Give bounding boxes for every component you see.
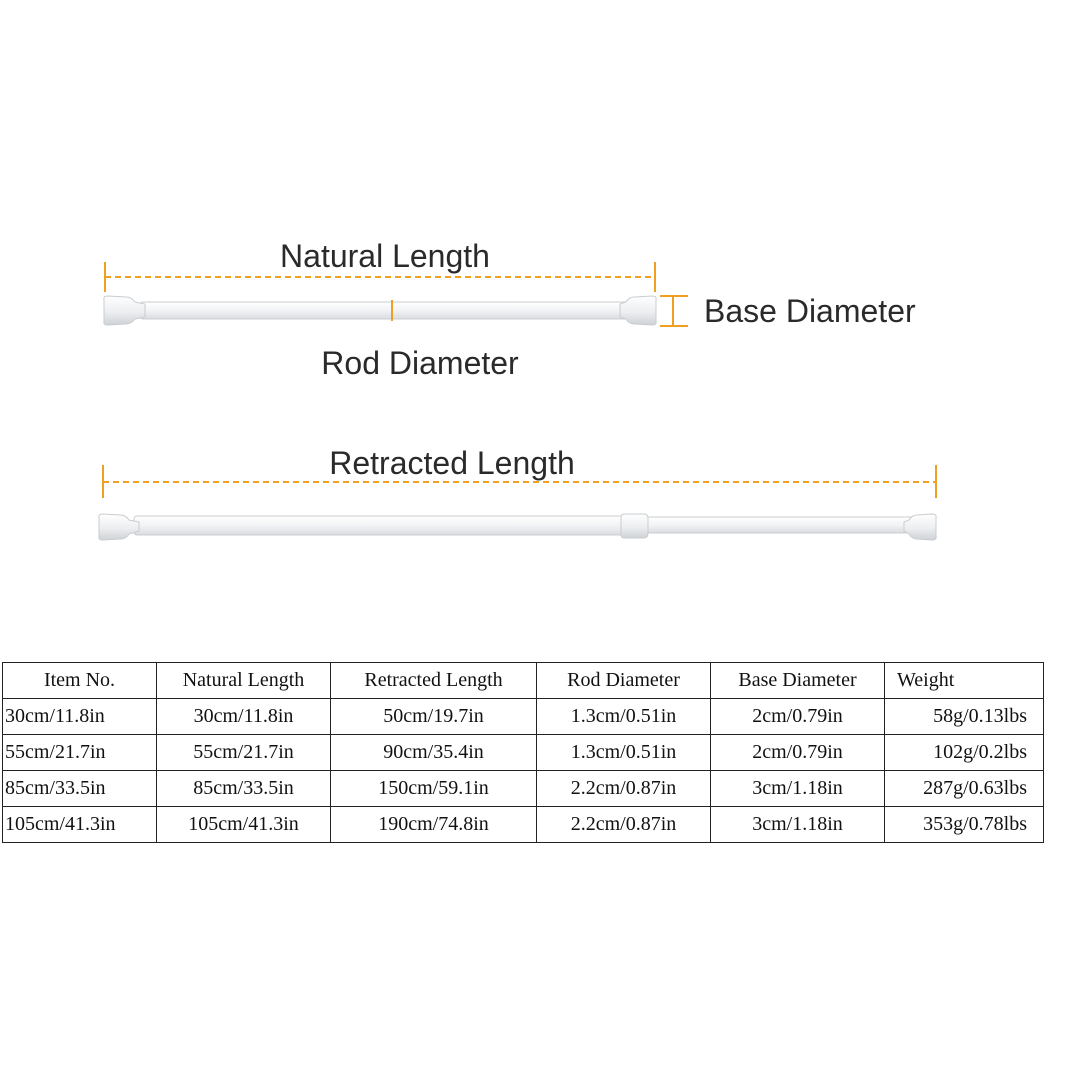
retracted-rod-joint-collar — [621, 514, 648, 538]
natural-length-dimension — [105, 238, 655, 292]
cell-rod-diameter: 1.3cm/0.51in — [537, 699, 711, 735]
header-natural-length: Natural Length — [157, 663, 331, 699]
cell-rod-diameter: 2.2cm/0.87in — [537, 807, 711, 843]
cell-item-no: 30cm/11.8in — [3, 699, 157, 735]
natural-rod-right-cap — [620, 296, 656, 325]
cell-weight: 353g/0.78lbs — [885, 807, 1044, 843]
cell-weight: 58g/0.13lbs — [885, 699, 1044, 735]
cell-weight: 102g/0.2lbs — [885, 735, 1044, 771]
natural-rod-left-cap — [104, 296, 145, 325]
rod-diameter-label: Rod Diameter — [321, 345, 519, 381]
cell-weight: 287g/0.63lbs — [885, 771, 1044, 807]
cell-natural-length: 85cm/33.5in — [157, 771, 331, 807]
spec-table — [2, 662, 1044, 843]
cell-retracted-length: 190cm/74.8in — [331, 807, 537, 843]
cell-natural-length: 105cm/41.3in — [157, 807, 331, 843]
cell-base-diameter: 2cm/0.79in — [711, 735, 885, 771]
natural-rod-body — [140, 302, 634, 319]
table-row — [3, 699, 1044, 735]
cell-base-diameter: 2cm/0.79in — [711, 699, 885, 735]
cell-retracted-length: 150cm/59.1in — [331, 771, 537, 807]
header-weight: Weight — [885, 663, 1044, 699]
table-row — [3, 735, 1044, 771]
cell-natural-length: 55cm/21.7in — [157, 735, 331, 771]
cell-item-no: 55cm/21.7in — [3, 735, 157, 771]
cell-item-no: 85cm/33.5in — [3, 771, 157, 807]
header-base-diameter: Base Diameter — [711, 663, 885, 699]
retracted-rod-outer-tube — [134, 516, 634, 535]
table-row — [3, 807, 1044, 843]
header-item-no: Item No. — [3, 663, 157, 699]
natural-length-label: Natural Length — [280, 238, 490, 274]
cell-base-diameter: 3cm/1.18in — [711, 807, 885, 843]
retracted-rod-left-cap — [99, 514, 139, 540]
retracted-rod-inner-tube — [640, 517, 922, 533]
cell-item-no: 105cm/41.3in — [3, 807, 157, 843]
base-diameter-label: Base Diameter — [704, 293, 916, 329]
cell-base-diameter: 3cm/1.18in — [711, 771, 885, 807]
header-retracted-length: Retracted Length — [331, 663, 537, 699]
retracted-length-dimension — [103, 445, 936, 498]
cell-retracted-length: 90cm/35.4in — [331, 735, 537, 771]
retracted-rod — [99, 514, 936, 540]
natural-rod — [104, 296, 656, 325]
table-header-row — [3, 663, 1044, 699]
retracted-length-label: Retracted Length — [329, 445, 575, 481]
cell-rod-diameter: 1.3cm/0.51in — [537, 735, 711, 771]
cell-rod-diameter: 2.2cm/0.87in — [537, 771, 711, 807]
header-rod-diameter: Rod Diameter — [537, 663, 711, 699]
table-row — [3, 771, 1044, 807]
cell-natural-length: 30cm/11.8in — [157, 699, 331, 735]
cell-retracted-length: 50cm/19.7in — [331, 699, 537, 735]
base-diameter-dimension — [660, 293, 916, 329]
